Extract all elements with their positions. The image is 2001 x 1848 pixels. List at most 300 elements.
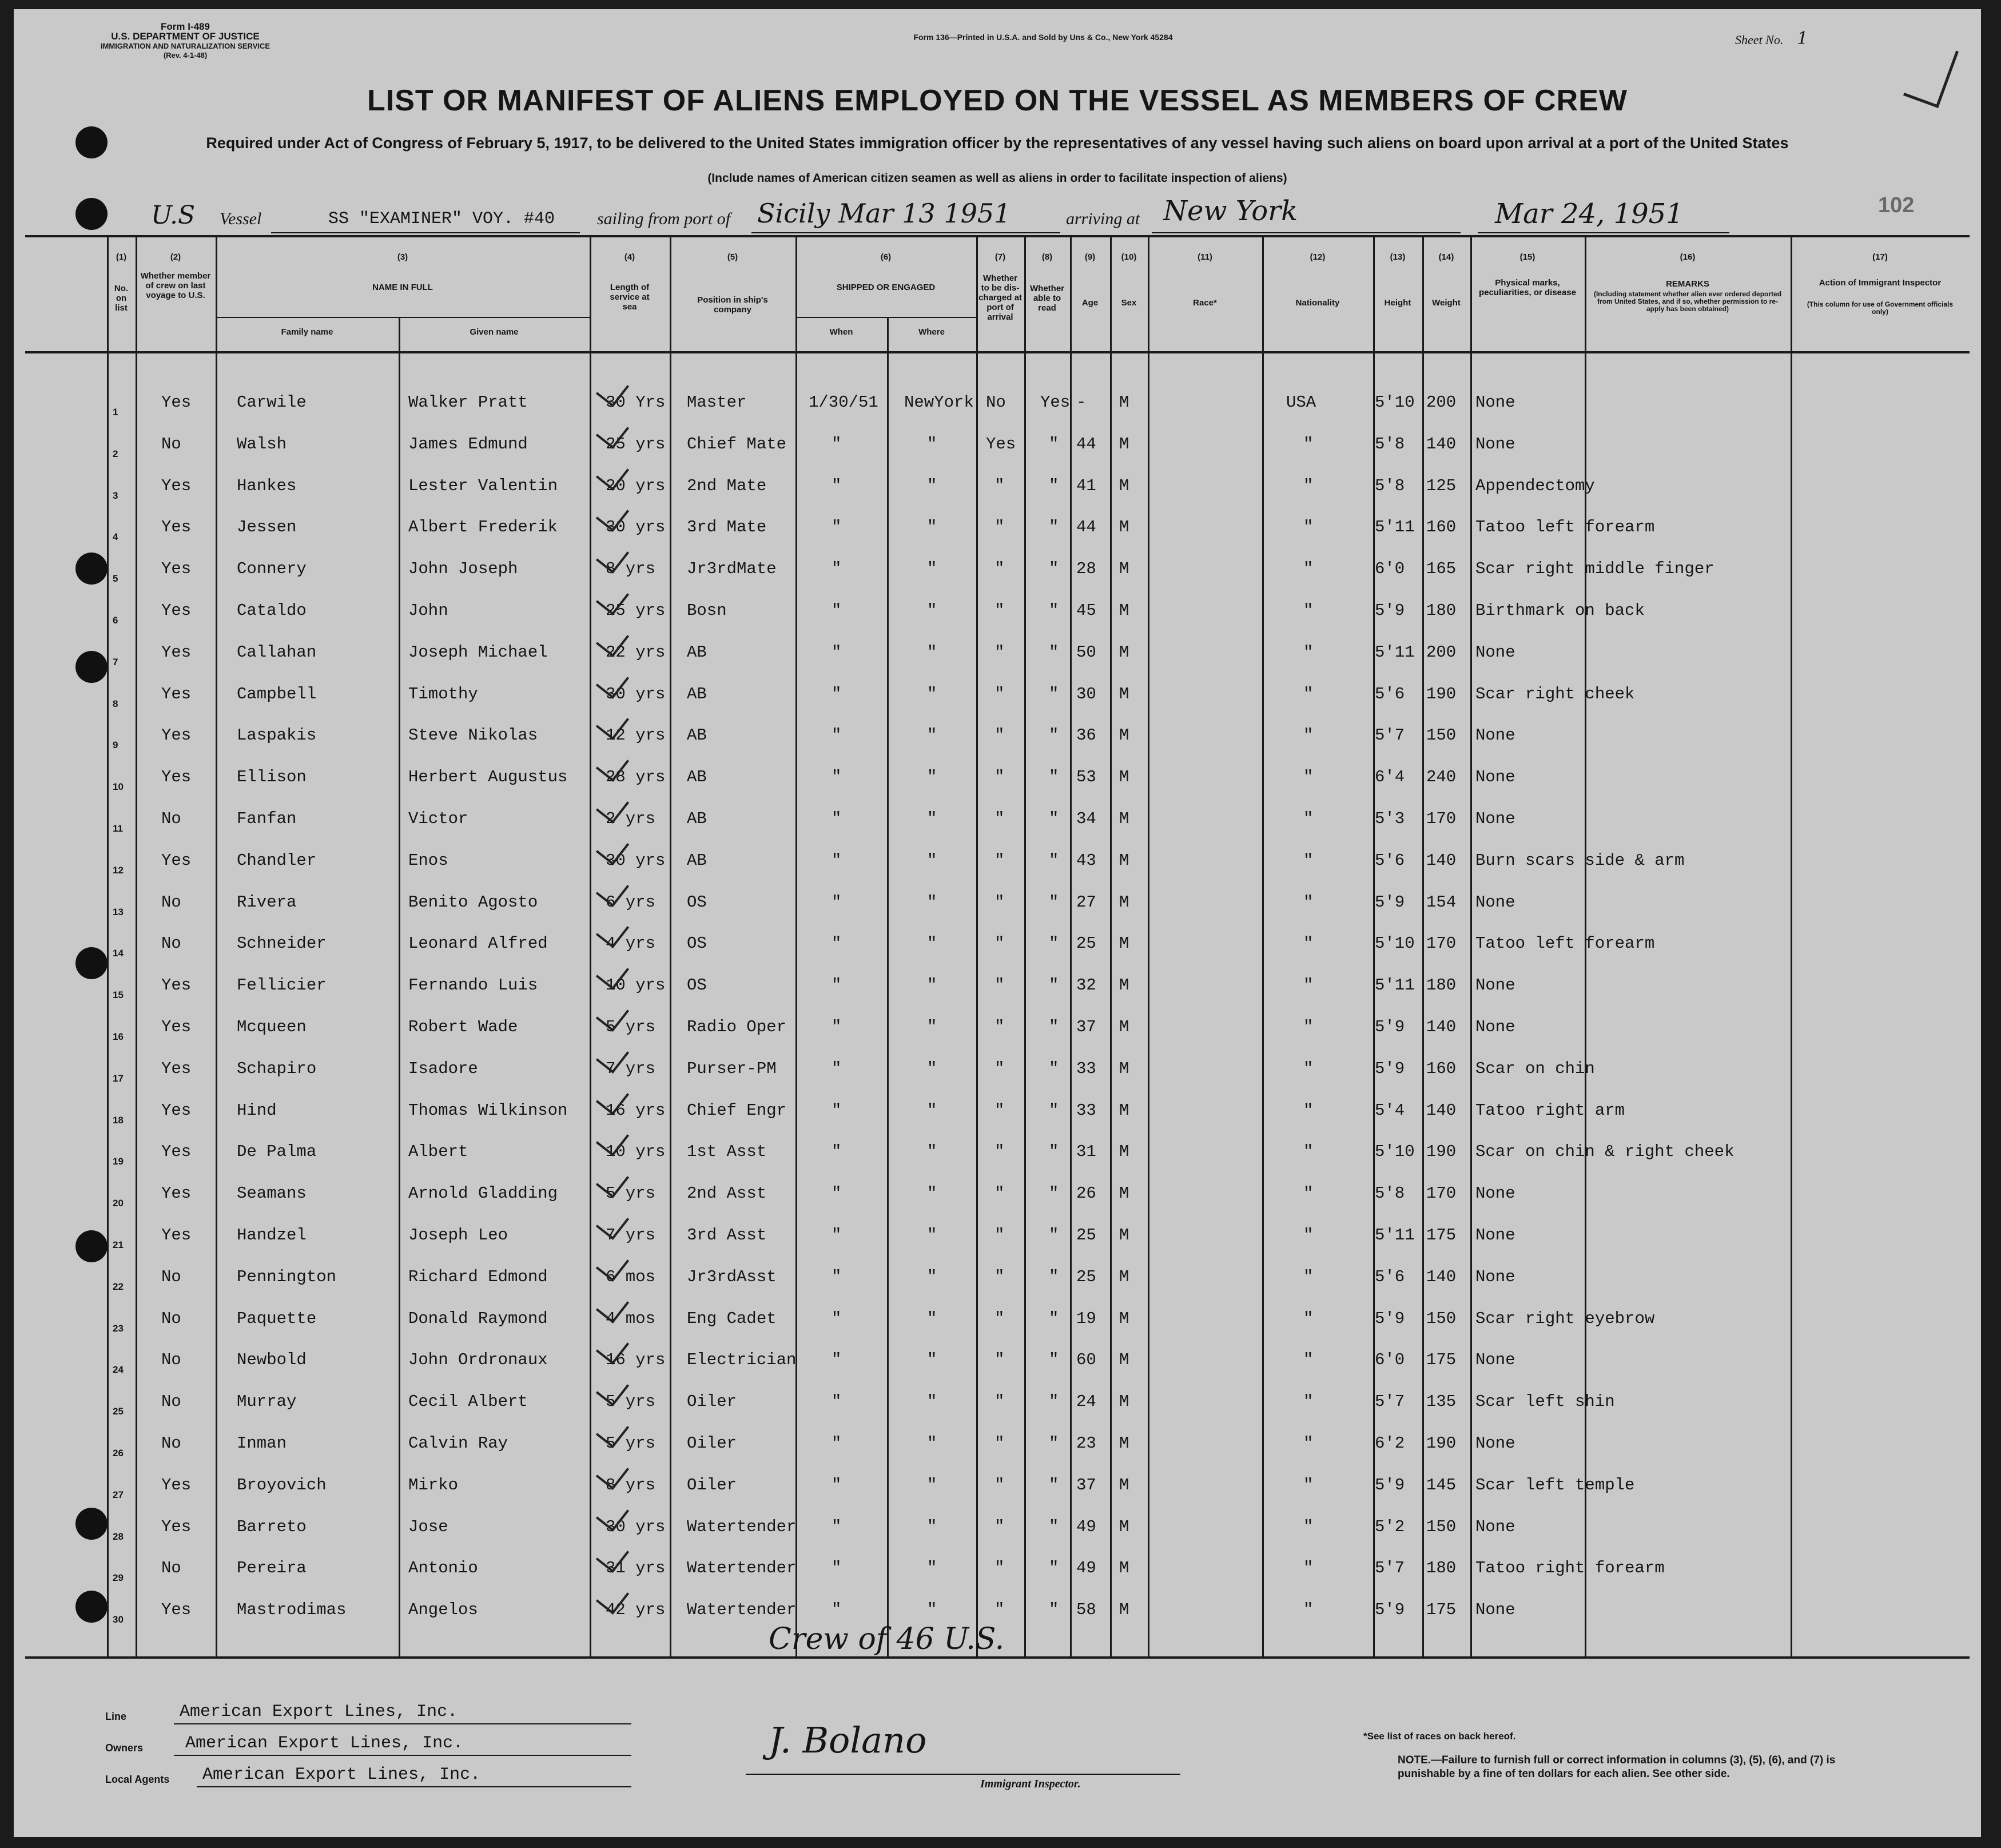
binder-hole <box>75 1591 108 1623</box>
height-cell: 6'4 <box>1375 768 1405 787</box>
binder-hole <box>75 198 108 230</box>
given-name-cell: Isadore <box>408 1059 478 1078</box>
height-cell: 5'8 <box>1375 1184 1405 1203</box>
physical-marks-cell: None <box>1475 1226 1515 1245</box>
age-cell: 19 <box>1076 1309 1096 1328</box>
owners-label: Owners <box>105 1742 144 1754</box>
last-voyage-cell: Yes <box>161 642 192 662</box>
position-cell: OS <box>687 976 707 995</box>
position-cell: Eng Cadet <box>687 1309 777 1328</box>
family-name-cell: Walsh <box>237 434 287 454</box>
service-length-cell: 30 Yrs <box>606 393 666 412</box>
given-name-cell: Victor <box>408 809 468 828</box>
able-to-read-cell: " <box>1049 1267 1059 1286</box>
row-number: 24 <box>113 1364 124 1376</box>
last-voyage-cell: Yes <box>161 1184 192 1203</box>
shipped-where-cell: " <box>927 726 937 745</box>
service-length-cell: 30 yrs <box>606 518 666 537</box>
physical-marks-cell: Scar on chin & right cheek <box>1475 1142 1735 1162</box>
service-length-cell: 25 yrs <box>606 601 666 620</box>
height-cell: 5'9 <box>1375 1475 1405 1495</box>
height-cell: 5'8 <box>1375 434 1405 454</box>
table-row <box>14 1514 1981 1555</box>
last-voyage-cell: No <box>161 1434 181 1453</box>
row-number: 15 <box>113 989 124 1001</box>
sex-cell: M <box>1119 1100 1129 1120</box>
position-cell: 3rd Mate <box>687 518 767 537</box>
discharged-cell: " <box>994 726 1005 745</box>
last-voyage-cell: No <box>161 1350 181 1370</box>
table-row <box>14 1056 1981 1097</box>
weight-cell: 175 <box>1426 1350 1457 1370</box>
header-discharged: Whether to be dis-charged at port of arrival <box>978 273 1022 322</box>
age-cell: 31 <box>1076 1142 1096 1162</box>
header-name-in-full: NAME IN FULL <box>372 283 433 292</box>
shipped-where-cell: " <box>927 809 937 828</box>
able-to-read-cell: " <box>1049 518 1059 537</box>
footer-underline <box>174 1755 631 1756</box>
age-cell: 28 <box>1076 559 1096 579</box>
family-name-cell: Inman <box>237 1434 287 1453</box>
discharged-cell: " <box>994 1475 1005 1495</box>
height-cell: 5'9 <box>1375 601 1405 620</box>
table-row <box>14 1264 1981 1305</box>
given-name-cell: Antonio <box>408 1559 478 1578</box>
table-row <box>14 1430 1981 1472</box>
nationality-cell: " <box>1303 768 1314 787</box>
sex-cell: M <box>1119 1392 1129 1412</box>
header-remarks-note: (Including statement whether alien ever ordered deported from United States, and if so, whether permission to re-apply has been obtained) <box>1593 290 1782 313</box>
footer-underline <box>197 1786 631 1787</box>
able-to-read-cell: " <box>1049 1600 1059 1620</box>
penalty-note: NOTE.—Failure to furnish full or correct information in columns (3), (5), (6), and (7) is punishable by a fine of ten dollars for each alien. See other side. <box>1398 1754 1836 1780</box>
given-name-cell: Arnold Gladding <box>408 1184 558 1203</box>
weight-cell: 190 <box>1426 684 1457 704</box>
table-bottom-border <box>25 1656 1970 1659</box>
last-voyage-cell: Yes <box>161 1018 192 1036</box>
given-name-cell: Thomas Wilkinson <box>408 1100 568 1120</box>
manifest-sheet <box>14 9 1981 1837</box>
sex-cell: M <box>1119 1059 1129 1078</box>
height-cell: 5'11 <box>1375 1226 1415 1245</box>
vessel-name: SS "EXAMINER" VOY. #40 <box>328 209 555 229</box>
row-number: 22 <box>113 1281 124 1292</box>
sex-cell: M <box>1119 976 1129 995</box>
column-number: (3) <box>397 252 408 262</box>
family-name-cell: Rivera <box>237 892 297 912</box>
row-number: 25 <box>113 1406 124 1417</box>
sex-cell: M <box>1119 1309 1129 1328</box>
inspector-signature: J. Bolano <box>769 1719 927 1761</box>
physical-marks-cell: None <box>1475 768 1515 787</box>
last-voyage-cell: Yes <box>161 726 192 745</box>
physical-marks-cell: None <box>1475 1434 1515 1453</box>
discharged-cell: " <box>994 1309 1005 1328</box>
agents-label: Local Agents <box>105 1774 170 1785</box>
discharged-cell: " <box>994 1517 1005 1536</box>
height-cell: 5'7 <box>1375 726 1405 745</box>
sex-cell: M <box>1119 393 1129 412</box>
table-row <box>14 722 1981 764</box>
column-number: (15) <box>1519 252 1535 262</box>
last-voyage-cell: Yes <box>161 1059 192 1078</box>
inspector-label: Immigrant Inspector. <box>980 1778 1081 1790</box>
sex-cell: M <box>1119 768 1129 787</box>
nationality-cell: " <box>1303 892 1314 912</box>
given-name-cell: John Joseph <box>408 559 518 579</box>
nationality-cell: " <box>1303 1434 1314 1453</box>
vessel-flag: U.S <box>151 201 196 230</box>
position-cell: AB <box>687 684 707 704</box>
table-header-rule <box>25 351 1970 353</box>
physical-marks-cell: Scar right middle finger <box>1475 559 1714 579</box>
header-where: Where <box>918 327 945 337</box>
position-cell: AB <box>687 726 707 745</box>
discharged-cell: " <box>994 809 1005 828</box>
shipped-when-cell: " <box>832 434 842 454</box>
age-cell: 49 <box>1076 1559 1096 1578</box>
shipped-when-cell: " <box>832 1100 842 1120</box>
able-to-read-cell: " <box>1049 809 1059 828</box>
shipped-where-cell: " <box>927 1559 937 1578</box>
discharged-cell: " <box>994 976 1005 995</box>
shipped-when-cell: " <box>832 518 842 537</box>
family-name-cell: Broyovich <box>237 1475 327 1495</box>
table-row <box>14 764 1981 805</box>
weight-cell: 140 <box>1426 1018 1457 1036</box>
last-voyage-cell: No <box>161 1559 181 1578</box>
family-name-cell: Handzel <box>237 1226 307 1245</box>
owners-value: American Export Lines, Inc. <box>185 1734 464 1753</box>
shipped-where-cell: " <box>927 1350 937 1370</box>
shipped-where-cell: " <box>927 559 937 579</box>
header-last-voyage: Whether member of crew on last voyage to U.S. <box>140 271 211 300</box>
column-number: (5) <box>727 252 738 262</box>
table-row <box>14 556 1981 597</box>
last-voyage-cell: No <box>161 892 181 912</box>
able-to-read-cell: " <box>1049 1226 1059 1245</box>
given-name-cell: Jose <box>408 1517 448 1536</box>
vessel-label: Vessel <box>220 209 262 228</box>
able-to-read-cell: " <box>1049 1184 1059 1203</box>
able-to-read-cell: " <box>1049 1434 1059 1453</box>
voyage-underline <box>1478 232 1729 233</box>
position-cell: Jr3rdAsst <box>687 1267 777 1286</box>
weight-cell: 140 <box>1426 851 1457 870</box>
header-action: Action of Immigrant Inspector <box>1819 278 1942 288</box>
row-number: 11 <box>113 823 123 834</box>
physical-marks-cell: None <box>1475 976 1515 995</box>
height-cell: 5'2 <box>1375 1517 1405 1536</box>
row-number: 26 <box>113 1448 124 1458</box>
service-length-cell: 42 yrs <box>606 1600 666 1620</box>
discharged-cell: " <box>994 1434 1005 1453</box>
nationality-cell: " <box>1303 809 1314 828</box>
given-name-cell: Walker Pratt <box>408 393 528 412</box>
able-to-read-cell: " <box>1049 642 1059 662</box>
family-name-cell: Schneider <box>237 934 327 953</box>
height-cell: 5'11 <box>1375 642 1415 662</box>
age-cell: 45 <box>1076 601 1096 620</box>
shipped-when-cell: " <box>832 892 842 912</box>
shipped-when-cell: " <box>832 1434 842 1453</box>
page-title: LIST OR MANIFEST OF ALIENS EMPLOYED ON THE VESSEL AS MEMBERS OF CREW <box>367 84 1628 117</box>
shipped-when-cell: " <box>832 684 842 704</box>
position-cell: 2nd Asst <box>687 1184 767 1203</box>
age-cell: 27 <box>1076 892 1096 912</box>
given-name-cell: John <box>408 601 448 620</box>
shipped-where-cell: " <box>927 892 937 912</box>
nationality-cell: " <box>1303 1267 1314 1286</box>
sex-cell: M <box>1119 1517 1129 1536</box>
nationality-cell: " <box>1303 1392 1314 1412</box>
table-row <box>14 1472 1981 1513</box>
last-voyage-cell: No <box>161 434 181 454</box>
table-row <box>14 1222 1981 1263</box>
able-to-read-cell: " <box>1049 1018 1059 1036</box>
age-cell: 60 <box>1076 1350 1096 1370</box>
sex-cell: M <box>1119 1018 1129 1036</box>
physical-marks-cell: Scar right cheek <box>1475 684 1635 704</box>
header-no-on-list: No. on list <box>114 284 129 313</box>
row-number: 17 <box>113 1072 124 1084</box>
age-cell: 44 <box>1076 434 1096 454</box>
position-cell: AB <box>687 809 707 828</box>
service-length-cell: 31 yrs <box>606 1559 666 1578</box>
last-voyage-cell: No <box>161 1392 181 1412</box>
position-cell: Oiler <box>687 1434 737 1453</box>
height-cell: 5'3 <box>1375 809 1405 828</box>
given-name-cell: Donald Raymond <box>408 1309 548 1328</box>
last-voyage-cell: Yes <box>161 476 192 495</box>
family-name-cell: Murray <box>237 1392 297 1412</box>
given-name-cell: Enos <box>408 851 448 870</box>
physical-marks-cell: None <box>1475 892 1515 912</box>
sex-cell: M <box>1119 559 1129 579</box>
weight-cell: 140 <box>1426 434 1457 454</box>
last-voyage-cell: Yes <box>161 1475 192 1495</box>
shipped-where-cell: " <box>927 684 937 704</box>
age-cell: 26 <box>1076 1184 1096 1203</box>
given-name-cell: Mirko <box>408 1475 459 1495</box>
family-name-cell: Mastrodimas <box>237 1600 347 1620</box>
height-cell: 5'9 <box>1375 1018 1405 1036</box>
shipped-when-cell: " <box>832 809 842 828</box>
row-number: 29 <box>113 1572 124 1584</box>
height-cell: 6'0 <box>1375 1350 1405 1370</box>
page-stamp: 102 <box>1878 193 1915 217</box>
shipped-when-cell: " <box>832 601 842 620</box>
service-length-cell: 5 yrs <box>606 1392 656 1412</box>
discharged-cell: " <box>994 1226 1005 1245</box>
shipped-where-cell: " <box>927 1475 937 1495</box>
discharged-cell: " <box>994 934 1005 953</box>
able-to-read-cell: " <box>1049 934 1059 953</box>
nationality-cell: " <box>1303 476 1314 495</box>
last-voyage-cell: No <box>161 809 181 828</box>
shipped-when-cell: " <box>832 851 842 870</box>
weight-cell: 180 <box>1426 601 1457 620</box>
position-cell: 2nd Mate <box>687 476 767 495</box>
given-name-cell: Joseph Michael <box>408 642 548 662</box>
service-length-cell: 25 yrs <box>606 434 666 454</box>
table-row <box>14 598 1981 639</box>
given-name-cell: Timothy <box>408 684 478 704</box>
discharged-cell: " <box>994 1392 1005 1412</box>
given-name-cell: Calvin Ray <box>408 1434 508 1453</box>
printer-line: Form 136—Printed in U.S.A. and Sold by Uns & Co., New York 45284 <box>913 33 1173 42</box>
row-number: 5 <box>113 573 118 585</box>
given-name-cell: Robert Wade <box>408 1018 518 1036</box>
discharged-cell: " <box>994 1559 1005 1578</box>
age-cell: 44 <box>1076 518 1096 537</box>
subheader-rule <box>216 317 590 318</box>
height-cell: 5'6 <box>1375 1267 1405 1286</box>
weight-cell: 150 <box>1426 726 1457 745</box>
row-number: 12 <box>113 864 124 876</box>
column-number: (9) <box>1084 252 1096 262</box>
table-row <box>14 639 1981 681</box>
row-number: 28 <box>113 1531 124 1542</box>
footer-underline <box>174 1723 631 1724</box>
physical-marks-cell: Tatoo left forearm <box>1475 934 1655 953</box>
given-name-cell: Cecil Albert <box>408 1392 528 1412</box>
shipped-when-cell: " <box>832 1475 842 1495</box>
height-cell: 6'2 <box>1375 1434 1405 1453</box>
family-name-cell: Ellison <box>237 768 307 787</box>
age-cell: 58 <box>1076 1600 1096 1620</box>
sex-cell: M <box>1119 518 1129 537</box>
position-cell: Radio Oper <box>687 1018 787 1036</box>
discharged-cell: " <box>994 1100 1005 1120</box>
nationality-cell: " <box>1303 934 1314 953</box>
shipped-when-cell: " <box>832 726 842 745</box>
height-cell: 5'10 <box>1375 1142 1415 1162</box>
shipped-where-cell: " <box>927 768 937 787</box>
nationality-cell: " <box>1303 851 1314 870</box>
physical-marks-cell: Scar left temple <box>1475 1475 1635 1495</box>
age-cell: 25 <box>1076 1267 1096 1286</box>
physical-marks-cell: None <box>1475 726 1515 745</box>
nationality-cell: " <box>1303 726 1314 745</box>
physical-marks-cell: None <box>1475 1350 1515 1370</box>
agents-value: American Export Lines, Inc. <box>202 1765 481 1785</box>
sheet-value: 1 <box>1797 29 1808 49</box>
sheet-label: Sheet No. <box>1735 33 1784 47</box>
binder-hole <box>75 651 108 683</box>
discharged-cell: " <box>994 518 1005 537</box>
weight-cell: 140 <box>1426 1267 1457 1286</box>
column-number: (2) <box>170 252 181 262</box>
able-to-read-cell: " <box>1049 1142 1059 1162</box>
nationality-cell: " <box>1303 1142 1314 1162</box>
table-row <box>14 972 1981 1014</box>
table-row <box>14 1347 1981 1388</box>
binder-hole <box>75 553 108 585</box>
voyage-underline <box>1152 232 1461 233</box>
family-name-cell: Hankes <box>237 476 297 495</box>
sex-cell: M <box>1119 434 1129 454</box>
shipped-where-cell: " <box>927 1184 937 1203</box>
shipped-when-cell: " <box>832 1059 842 1078</box>
position-cell: AB <box>687 768 707 787</box>
column-number: (4) <box>624 252 635 262</box>
voyage-underline <box>751 232 1060 233</box>
sex-cell: M <box>1119 809 1129 828</box>
column-number: (1) <box>116 252 127 262</box>
position-cell: Bosn <box>687 601 727 620</box>
weight-cell: 200 <box>1426 642 1457 662</box>
given-name-cell: Angelos <box>408 1600 478 1620</box>
given-name-cell: Albert Frederik <box>408 518 558 537</box>
service-length-cell: 16 yrs <box>606 1350 666 1370</box>
service-length-cell: 7 yrs <box>606 1059 656 1078</box>
able-to-read-cell: " <box>1049 1100 1059 1120</box>
given-name-cell: Richard Edmond <box>408 1267 548 1286</box>
able-to-read-cell: " <box>1049 1475 1059 1495</box>
able-to-read-cell: " <box>1049 1059 1059 1078</box>
service-length-cell: 16 yrs <box>606 1100 666 1120</box>
height-cell: 5'9 <box>1375 1309 1405 1328</box>
physical-marks-cell: None <box>1475 1018 1515 1036</box>
age-cell: 34 <box>1076 809 1096 828</box>
weight-cell: 140 <box>1426 1100 1457 1120</box>
header-nationality: Nationality <box>1295 298 1340 308</box>
sex-cell: M <box>1119 1475 1129 1495</box>
age-cell: 30 <box>1076 684 1096 704</box>
height-cell: 5'10 <box>1375 393 1415 412</box>
nationality-cell: " <box>1303 976 1314 995</box>
able-to-read-cell: " <box>1049 851 1059 870</box>
given-name-cell: Albert <box>408 1142 468 1162</box>
row-number: 1 <box>113 407 118 418</box>
row-number: 10 <box>113 781 124 793</box>
age-cell: 37 <box>1076 1018 1096 1036</box>
sex-cell: M <box>1119 1142 1129 1162</box>
shipped-when-cell: " <box>832 1309 842 1328</box>
shipped-where-cell: " <box>927 851 937 870</box>
discharged-cell: " <box>994 476 1005 495</box>
shipped-when-cell: " <box>832 1018 842 1036</box>
shipped-where-cell: " <box>927 976 937 995</box>
header-race: Race* <box>1193 298 1217 308</box>
table-row <box>14 473 1981 514</box>
physical-marks-cell: Tatoo right arm <box>1475 1100 1625 1120</box>
last-voyage-cell: No <box>161 934 181 953</box>
shipped-when-cell: " <box>832 1184 842 1203</box>
sex-cell: M <box>1119 684 1129 704</box>
shipped-when-cell: " <box>832 1267 842 1286</box>
nationality-cell: " <box>1303 1018 1314 1036</box>
column-number: (7) <box>994 252 1006 262</box>
header-position: Position in ship's company <box>697 295 768 315</box>
row-number: 21 <box>113 1239 124 1250</box>
nationality-cell: " <box>1303 1226 1314 1245</box>
sheet-number <box>1735 29 1808 49</box>
shipped-where-cell: " <box>927 434 937 454</box>
last-voyage-cell: Yes <box>161 1100 192 1120</box>
line-label: Line <box>105 1711 127 1722</box>
shipped-when-cell: " <box>832 1392 842 1412</box>
age-cell: 23 <box>1076 1434 1096 1453</box>
age-cell: 41 <box>1076 476 1096 495</box>
height-cell: 5'10 <box>1375 934 1415 953</box>
column-number: (6) <box>880 252 892 262</box>
sex-cell: M <box>1119 1350 1129 1370</box>
table-row <box>14 1139 1981 1180</box>
able-to-read-cell: " <box>1049 559 1059 579</box>
nationality-cell: " <box>1303 601 1314 620</box>
